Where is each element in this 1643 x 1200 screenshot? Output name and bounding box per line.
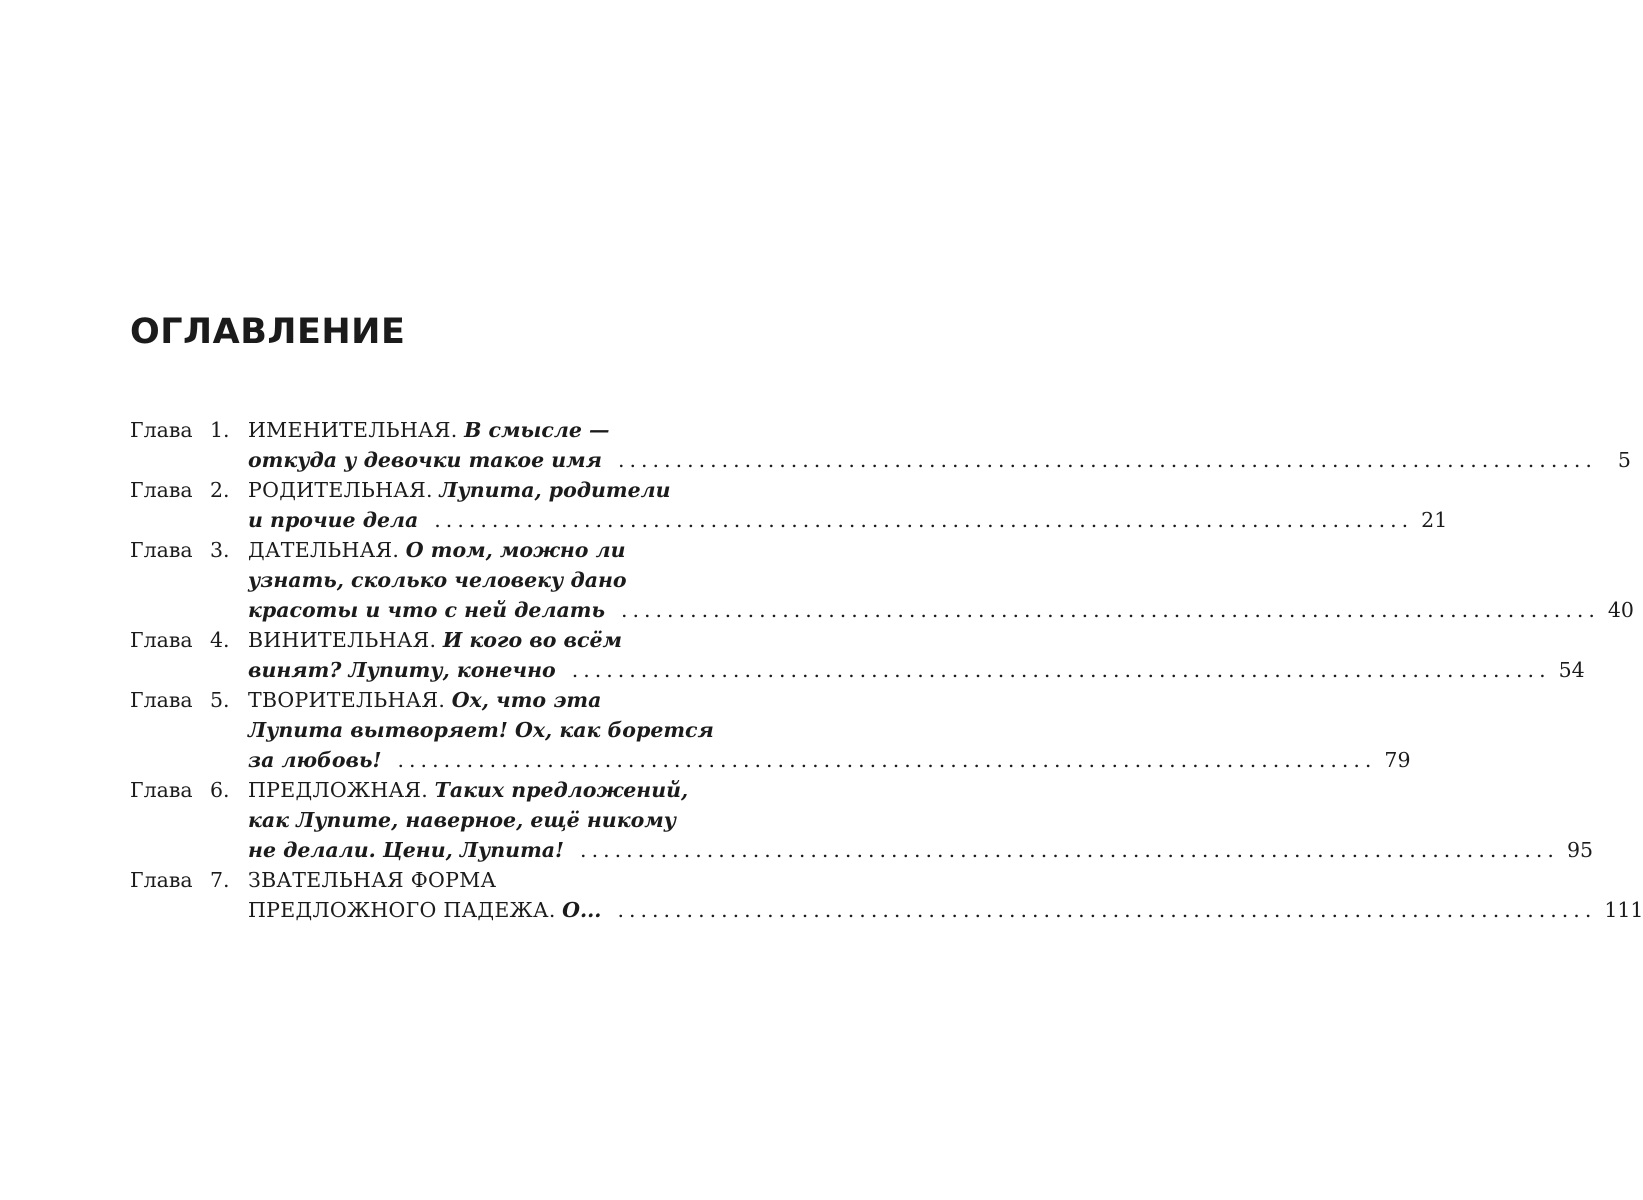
chapter-subtitle: за любовь! [248, 748, 382, 772]
dot-leader: ..................................................................................... [434, 508, 1414, 532]
chapter-label [130, 625, 248, 655]
chapter-subtitle: откуда у девочки такое имя [248, 448, 602, 472]
page-number: 21 [1421, 508, 1448, 532]
case-name: РОДИТЕЛЬНАЯ. [248, 478, 433, 502]
chapter-word: Глава [130, 628, 193, 652]
chapter-subtitle: не делали. Цени, Лупита! [248, 838, 565, 862]
chapter-label [130, 475, 248, 505]
page-title: ОГЛАВЛЕНИЕ [130, 312, 406, 352]
page-number: 40 [1607, 598, 1634, 622]
chapter-title-text [248, 568, 627, 592]
dot-leader: ..................................................................................... [618, 448, 1597, 472]
toc-entry [130, 475, 1448, 535]
chapter-subtitle: и прочие дела [248, 508, 419, 532]
chapter-word: Глава [130, 778, 193, 802]
chapter-title-line [248, 565, 775, 595]
chapter-title-line [248, 475, 775, 505]
chapter-subtitle: как Лупите, наверное, ещё никому [248, 808, 676, 832]
chapter-title [248, 775, 1594, 865]
chapter-title-line [248, 535, 775, 565]
case-name: ИМЕНИТЕЛЬНАЯ. [248, 418, 458, 442]
chapter-subtitle: О том, можно ли [405, 538, 626, 562]
chapter-title-line [248, 805, 775, 835]
page-number: 79 [1384, 748, 1411, 772]
case-name: ПРЕДЛОЖНАЯ. [248, 778, 429, 802]
chapter-title-text [248, 445, 602, 475]
chapter-title-text [248, 505, 418, 535]
chapter-label [130, 685, 248, 715]
page-number: 5 [1617, 448, 1631, 472]
chapter-subtitle: винят? Лупиту, конечно [248, 658, 556, 682]
chapter-title-line [248, 745, 1411, 775]
dot-leader: ..................................................................................... [620, 598, 1600, 622]
dot-leader: ..................................................................................... [397, 748, 1377, 772]
chapter-title-line [248, 445, 1631, 475]
chapter-title-line [248, 835, 1594, 865]
chapter-title-text [248, 595, 605, 625]
chapter-number: 2. [210, 478, 230, 502]
chapter-title-text [248, 745, 382, 775]
chapter-subtitle: Лупита, родители [439, 478, 671, 502]
chapter-subtitle: Лупита вытворяет! Ох, как борется [248, 718, 714, 742]
chapter-title-text [248, 628, 622, 652]
case-name: ЗВАТЕЛЬНАЯ ФОРМА [248, 868, 497, 892]
chapter-word: Глава [130, 868, 193, 892]
chapter-title-line [248, 715, 775, 745]
chapter-number: 4. [210, 628, 230, 652]
case-name: ВИНИТЕЛЬНАЯ. [248, 628, 437, 652]
chapter-title-line [248, 865, 775, 895]
chapter-number: 1. [210, 418, 230, 442]
chapter-number: 7. [210, 868, 230, 892]
chapter-title-line [248, 625, 775, 655]
chapter-label [130, 775, 248, 805]
page-number: 95 [1566, 838, 1594, 862]
chapter-label [130, 535, 248, 565]
chapter-title-line [248, 685, 775, 715]
chapter-label [130, 415, 248, 445]
dot-leader: ..................................................................................... [580, 838, 1559, 862]
chapter-subtitle: узнать, сколько человеку дано [248, 568, 627, 592]
toc-entry [130, 415, 1631, 475]
chapter-title-text [248, 655, 556, 685]
chapter-title-text [248, 808, 676, 832]
toc-entry [130, 685, 1411, 775]
chapter-title-line [248, 655, 1585, 685]
chapter-title-text [248, 538, 625, 562]
chapter-subtitle: О... [562, 898, 602, 922]
chapter-title-text [248, 895, 601, 925]
chapter-number: 3. [210, 538, 230, 562]
chapter-word: Глава [130, 538, 193, 562]
toc-entry [130, 625, 1585, 685]
chapter-title [248, 535, 1634, 625]
chapter-number: 5. [210, 688, 230, 712]
case-name: ТВОРИТЕЛЬНАЯ. [248, 688, 446, 712]
chapter-title [248, 865, 1643, 925]
chapter-subtitle: В смысле — [464, 418, 610, 442]
chapter-word: Глава [130, 418, 193, 442]
chapter-word: Глава [130, 478, 193, 502]
chapter-title [248, 685, 1411, 775]
chapter-title-text [248, 778, 688, 802]
toc-entry [130, 535, 1634, 625]
chapter-title-line [248, 505, 1448, 535]
chapter-title-line [248, 895, 1643, 925]
toc-entry [130, 865, 1643, 925]
chapter-title-text [248, 868, 496, 892]
page-number: 111 [1604, 898, 1643, 922]
table-of-contents [130, 415, 1643, 925]
chapter-subtitle: красоты и что с ней делать [248, 598, 605, 622]
chapter-title-text [248, 718, 714, 742]
chapter-title-text [248, 478, 671, 502]
chapter-title-text [248, 688, 601, 712]
chapter-title-line [248, 595, 1634, 625]
chapter-subtitle: Таких предложений, [434, 778, 689, 802]
toc-entry [130, 775, 1594, 865]
chapter-subtitle: Ох, что эта [451, 688, 602, 712]
chapter-word: Глава [130, 688, 193, 712]
case-name: ПРЕДЛОЖНОГО ПАДЕЖА. [248, 898, 556, 922]
chapter-label [130, 865, 248, 895]
chapter-title [248, 475, 1448, 535]
chapter-title [248, 415, 1631, 475]
chapter-number: 6. [210, 778, 230, 802]
chapter-title-text [248, 418, 610, 442]
dot-leader: ..................................................................................... [571, 658, 1551, 682]
dot-leader: ..................................................................................... [617, 898, 1597, 922]
chapter-title-text [248, 835, 564, 865]
chapter-title-line [248, 775, 775, 805]
page-number: 54 [1558, 658, 1585, 682]
chapter-title [248, 625, 1585, 685]
chapter-title-line [248, 415, 775, 445]
case-name: ДАТЕЛЬНАЯ. [248, 538, 400, 562]
chapter-subtitle: И кого во всём [442, 628, 623, 652]
